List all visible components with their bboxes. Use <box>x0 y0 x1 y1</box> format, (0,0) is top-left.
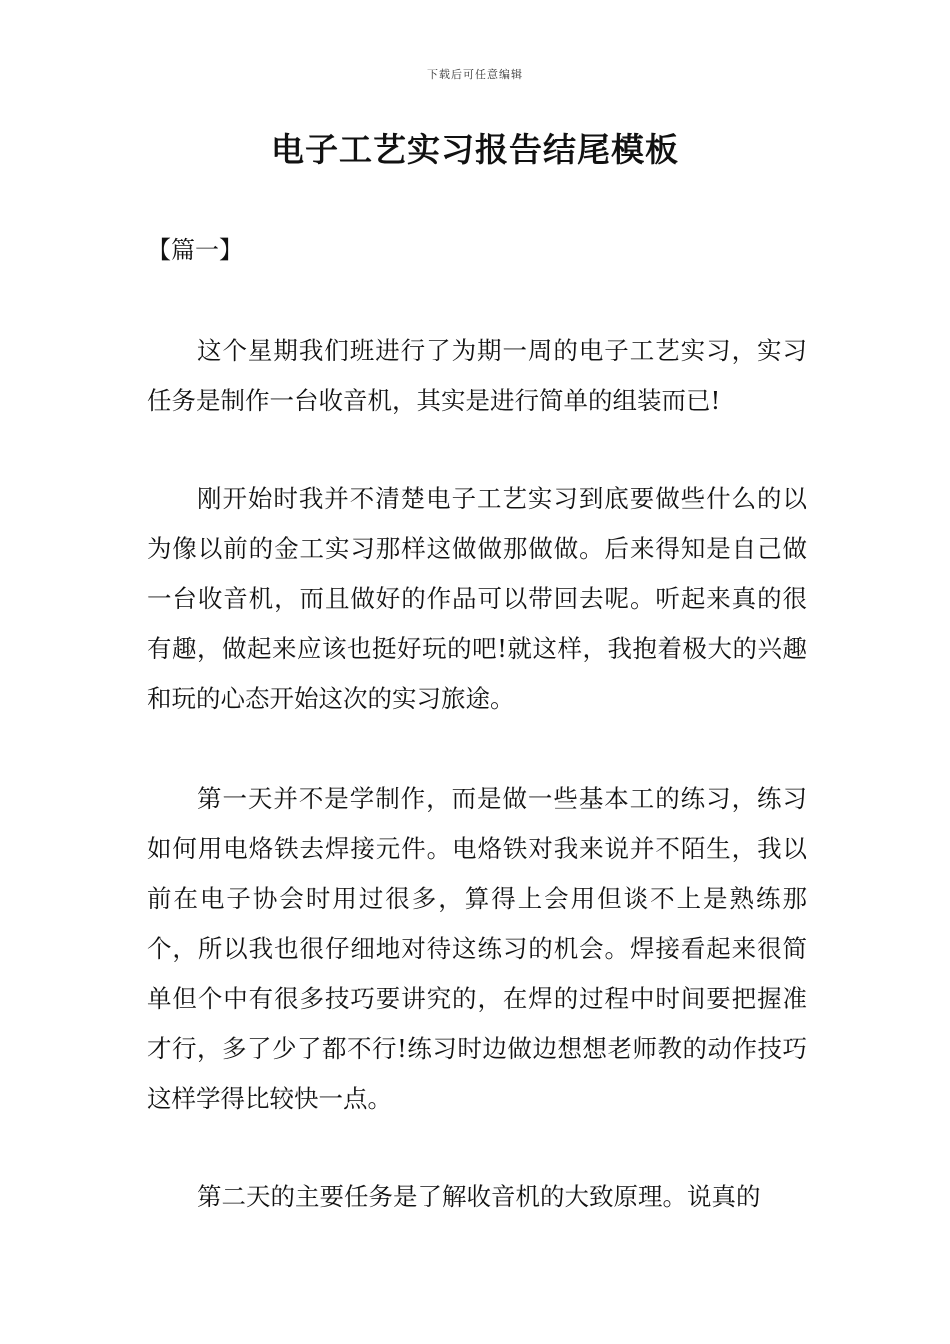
paragraph-1: 这个星期我们班进行了为期一周的电子工艺实习，实习任务是制作一台收音机，其实是进行简单的组装而已! <box>147 336 807 415</box>
paragraph-3: 第一天并不是学制作，而是做一些基本工的练习，练习如何用电烙铁去焊接元件。电烙铁对我来说并不陌生，我以前在电子协会时用过很多，算得上会用但谈不上是熟练那个，所以我也很仔细地对待这练习的机会。焊接看起来很简单但个中有很多技巧要讲究的，在焊的过程中时间要把握准才行，多了少了都不行!练习时边做边想想老师教的动作技巧这样学得比较快一点。 <box>147 784 807 1113</box>
paragraph-2: 刚开始时我并不清楚电子工艺实习到底要做些什么的以为像以前的金工实习那样这做做那做做。后来得知是自己做一台收音机，而且做好的作品可以带回去呢。听起来真的很有趣，做起来应该也挺好玩的吧!就这样，我抱着极大的兴趣和玩的心态开始这次的实习旅途。 <box>147 484 807 713</box>
document-title: 电子工艺实习报告结尾模板 <box>271 130 679 169</box>
paragraph-4: 第二天的主要任务是了解收音机的大致原理。说真的 <box>197 1182 761 1211</box>
header-note: 下载后可任意编辑 <box>427 68 523 81</box>
section-label: 【篇一】 <box>147 236 243 264</box>
